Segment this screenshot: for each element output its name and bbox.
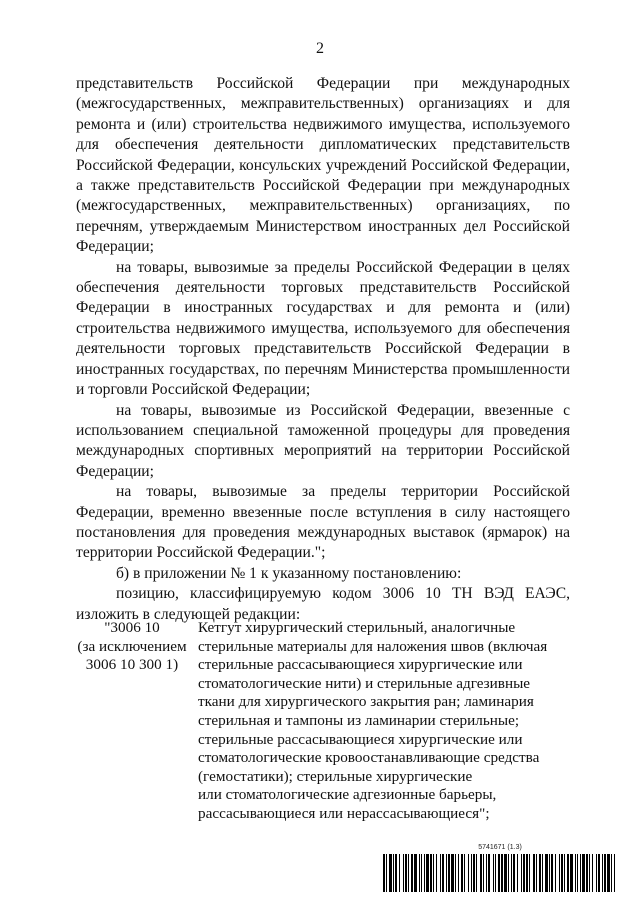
barcode-bar	[602, 854, 603, 892]
description-line: (гемостатики); стерильные хирургические	[198, 767, 473, 785]
barcode-bar	[539, 854, 541, 892]
barcode-bar	[564, 854, 565, 892]
code-line: "3006 10	[104, 619, 160, 636]
description-line: стоматологические кровоостанавливающие средства	[198, 749, 540, 767]
barcode-bar	[551, 854, 553, 892]
document-barcode	[382, 844, 618, 892]
barcode-bar	[476, 854, 477, 892]
barcode-bar	[448, 854, 450, 892]
barcode-bar	[561, 854, 563, 892]
barcode-bar	[426, 854, 429, 892]
barcode-bar	[577, 854, 578, 892]
barcode-bar	[555, 854, 556, 892]
barcode-bar	[523, 854, 525, 892]
description-line: или стоматологические адгезионные барьеры,	[198, 786, 497, 804]
barcode-bar	[424, 854, 425, 892]
barcode-bar	[455, 854, 456, 892]
goods-description	[198, 619, 570, 824]
barcode-bar	[513, 854, 515, 892]
barcode-bar	[614, 854, 615, 892]
barcode-bar	[468, 854, 469, 892]
barcode-bar	[545, 854, 548, 892]
document-body	[76, 74, 570, 625]
barcode-bar	[483, 854, 484, 892]
barcode-bar	[403, 854, 404, 892]
page-number: 2	[316, 40, 324, 57]
description-line: стерильная и тампоны из ламинарии стерильные;	[198, 711, 520, 729]
barcode-bar	[433, 854, 434, 892]
barcode-bar	[442, 854, 444, 892]
barcode-bar	[446, 854, 447, 892]
barcode-bar	[517, 854, 518, 892]
barcode-bar	[611, 854, 612, 892]
description-line: рассасывающиеся или нерассасывающиеся";	[198, 804, 490, 822]
barcode-bar	[521, 854, 522, 892]
barcode-bar	[405, 854, 407, 892]
barcode-bar	[570, 854, 573, 892]
barcode-bar	[536, 854, 537, 892]
paragraph-6: позицию, классифицируемую кодом 3006 10 ТН ВЭД ЕАЭС, изложить в следующей редакции:	[76, 585, 570, 623]
barcode-bar	[411, 854, 413, 892]
barcode-bar	[508, 854, 509, 892]
barcode-bar	[458, 854, 459, 892]
barcode-bar	[596, 854, 597, 892]
paragraph-2: на товары, вывозимые за пределы Российской Федерации в целях обеспечения деятельности торговых представительств Российской Федерации в иностранных государствах и для ремонта и (или) строительства недвижимого имущества, используемого для обеспечения деятельности торговых представительств Российской Федерации в иностранных государствах, по перечням Министерства промышленности и торговли Российской Федерации;	[76, 258, 570, 399]
barcode-bar	[495, 854, 496, 892]
description-line: Кетгут хирургический стерильный, аналогичные	[198, 619, 516, 636]
paragraph-5: б) в приложении № 1 к указанному постановлению:	[116, 564, 462, 582]
barcode-bar	[399, 854, 400, 892]
barcode-bar	[486, 854, 487, 892]
barcode-bar	[501, 854, 503, 892]
barcode-bar	[395, 854, 397, 892]
barcode-bar	[408, 854, 409, 892]
barcode-bar	[604, 854, 606, 892]
code-line: (за исключением	[77, 637, 187, 655]
barcode-bar	[607, 854, 610, 892]
barcode-bar	[471, 854, 472, 892]
barcode-bar	[580, 854, 581, 892]
barcode-bar	[586, 854, 588, 892]
barcode-bar	[464, 854, 465, 892]
barcode-bar	[421, 854, 422, 892]
barcode-bar	[414, 854, 417, 892]
barcode-bar	[389, 854, 392, 892]
barcode-bar	[589, 854, 590, 892]
barcode-bar	[533, 854, 535, 892]
barcode-id: 5741671 (1.3)	[478, 844, 522, 851]
barcode-bar	[386, 854, 387, 892]
barcode-bar	[440, 854, 441, 892]
tn-ved-code	[76, 619, 188, 675]
barcode-bar	[526, 854, 528, 892]
paragraph-3: на товары, вывозимые из Российской Федерации, ввезенные с использованием специальной таможенной процедуры для проведения международных спортивных мероприятий на территории Российской Федерации;	[76, 401, 570, 480]
barcode-bar	[430, 854, 432, 892]
barcode-bar	[488, 854, 490, 892]
barcode-bar	[498, 854, 500, 892]
description-line: ткани для хирургического закрытия ран; ламинария	[198, 693, 534, 711]
barcode-bar	[559, 854, 560, 892]
barcode-bar	[493, 854, 494, 892]
description-line: стерильные рассасывающиеся хирургические или	[198, 730, 523, 748]
barcode-bar	[383, 854, 385, 892]
barcode-bar	[480, 854, 482, 892]
barcode-bar	[598, 854, 600, 892]
description-line: стерильные рассасывающиеся хирургические или	[198, 656, 523, 674]
barcode-bar	[451, 854, 454, 892]
paragraph-4: на товары, вывозимые за пределы территории Российской Федерации, временно ввезенные после вступления в силу настоящего постановления для проведения международных выставок (ярмарок) на территории Российской Федерации.";	[76, 483, 570, 562]
barcode-bar	[473, 854, 475, 892]
barcode-bar	[549, 854, 550, 892]
description-line: стоматологические нити) и стерильные адгезивные	[198, 674, 531, 692]
barcode-bar	[582, 854, 585, 892]
barcode-bar	[419, 854, 420, 892]
barcode-bar	[529, 854, 530, 892]
paragraph-1: представительств Российской Федерации при международных (межгосударственных, межправительственных) организациях и для ремонта и (или) строительства недвижимого имущества, используемого для обеспечения деятельности дипломатических представительств Российской Федерации, консульских учреждений Российской Федерации, а также представительств Российской Федерации при международных (межгосударственных, межправительственных) организациях, по перечням, утверждаемым Министерством иностранных дел Российской Федерации;	[76, 75, 570, 256]
barcode-bar	[393, 854, 394, 892]
barcode-bar	[511, 854, 512, 892]
description-line: стерильные материалы для наложения швов (включая	[198, 637, 548, 655]
barcode-bar	[567, 854, 569, 892]
barcode-bar	[436, 854, 437, 892]
barcode-bar	[461, 854, 463, 892]
code-line: 3006 10 300 1)	[85, 656, 179, 674]
barcode-bar	[592, 854, 593, 892]
barcode-icon	[382, 854, 618, 892]
barcode-bar	[575, 854, 576, 892]
barcode-bar	[542, 854, 543, 892]
barcode-bar	[504, 854, 507, 892]
